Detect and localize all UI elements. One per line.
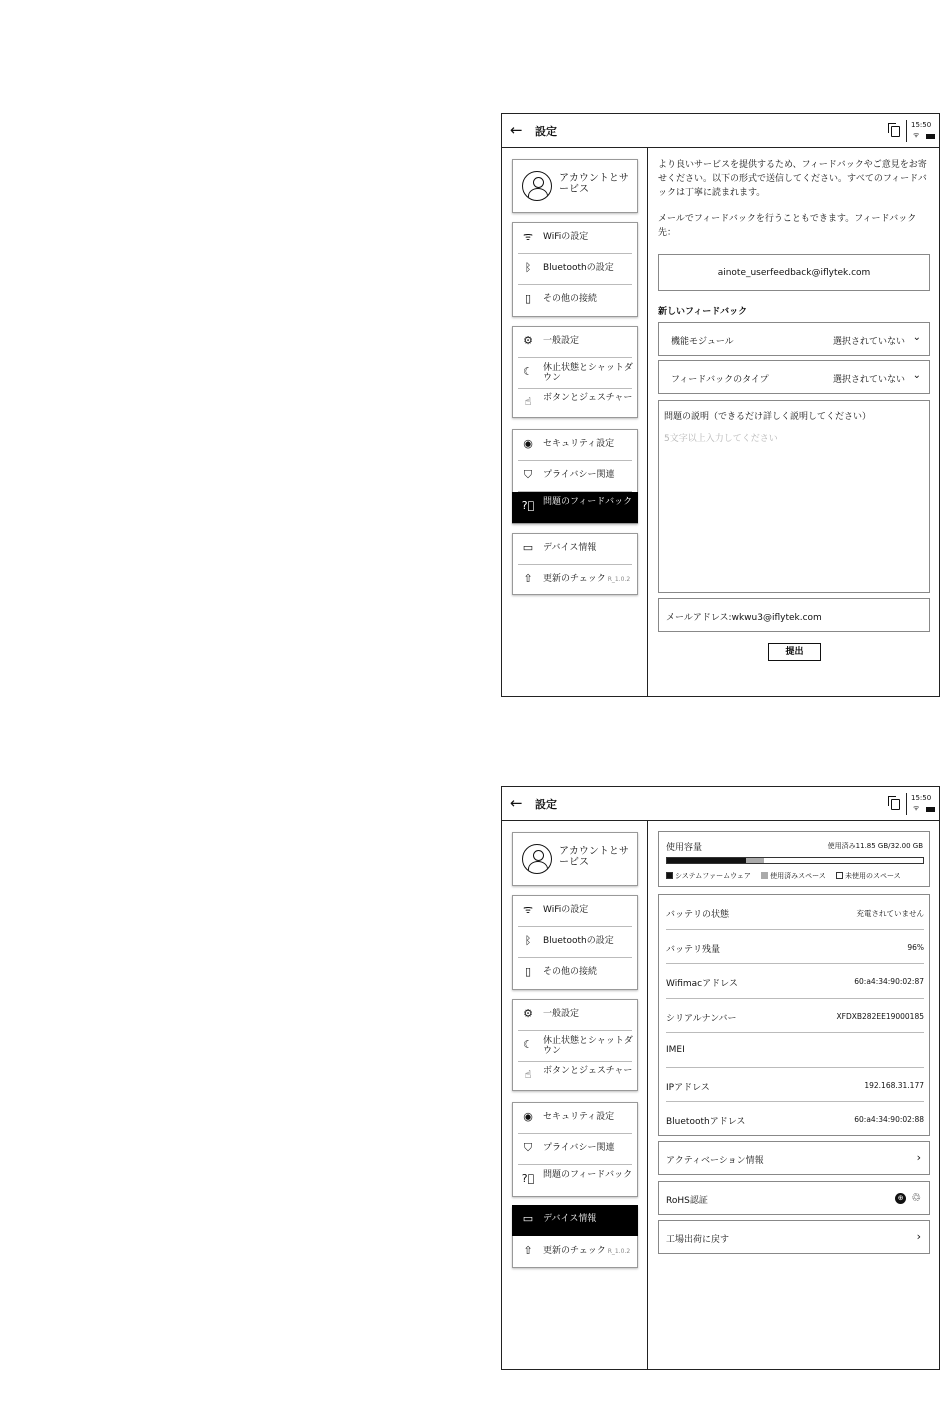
phone-icon: ▯ [524, 965, 532, 978]
sidebar-item-sleep[interactable] [518, 1031, 632, 1062]
storage-title: 使用容量 [666, 843, 703, 853]
feedback-type-select[interactable] [658, 360, 930, 394]
feedback-type-value: 選択されていない [832, 375, 905, 385]
gear-icon: ⚙ [523, 1007, 533, 1020]
fingerprint-icon: ◉ [523, 1110, 533, 1123]
version-label: R_1.0.2 [607, 1248, 631, 1255]
storage-bar-used [746, 858, 764, 863]
sidebar-item-privacy[interactable] [518, 1134, 632, 1165]
hand-icon: ☝ [524, 395, 532, 408]
sidebar-item-sleep[interactable] [518, 358, 632, 389]
description-textarea[interactable] [658, 400, 930, 593]
gear-icon: ⚙ [523, 334, 533, 347]
feedback-type-label: フィードバックのタイプ [671, 375, 769, 385]
legend-free: 未使用のスペース [836, 872, 901, 880]
rohs-logo-icon: ⊕ ♲ [895, 1191, 921, 1204]
back-arrow-icon[interactable]: ← [510, 121, 523, 139]
sidebar-item-label: ボタンとジェスチャー [543, 1066, 633, 1076]
sidebar-group-network [512, 895, 638, 990]
info-row-ip: IPアドレス 192.168.31.177 [666, 1068, 924, 1103]
sidebar-item-label: 問題のフィードバック [543, 1170, 633, 1180]
sidebar-item-label: Bluetoothの設定 [543, 936, 614, 946]
sidebar-item-label: 更新のチェック R_1.0.2 [543, 1246, 631, 1256]
sidebar-group-general [512, 999, 638, 1091]
info-row-battery-status: バッテリの状態 充電されていません [666, 895, 924, 930]
device-info-settings-screen [501, 786, 940, 1370]
back-arrow-icon[interactable]: ← [510, 794, 523, 812]
moon-icon: ☾ [523, 1038, 533, 1051]
sidebar-item-bluetooth[interactable] [518, 254, 632, 285]
feedback-settings-screen [501, 113, 940, 697]
device-info-list [658, 894, 930, 1136]
wifi-status-icon: ᯤ [913, 131, 920, 139]
sidebar-item-device-info[interactable] [518, 534, 632, 565]
sidebar-item-label: その他の接続 [543, 294, 598, 304]
avatar-icon [522, 171, 552, 201]
bluetooth-icon: ᛒ [524, 934, 532, 947]
legend-used: 使用済みスペース [761, 872, 826, 880]
status-clock: 15:50 [911, 121, 932, 129]
sidebar-item-security[interactable] [518, 430, 632, 461]
battery-icon [926, 134, 935, 139]
module-select-value: 選択されていない [832, 337, 905, 347]
storage-legend [666, 871, 909, 881]
device-info-panel [648, 821, 940, 1370]
sidebar-item-privacy[interactable] [518, 461, 632, 492]
sidebar-group-device [512, 1206, 638, 1268]
sidebar-item-account[interactable] [512, 159, 638, 213]
sidebar-group-security [512, 429, 638, 524]
top-bar [502, 114, 939, 148]
sidebar-item-update[interactable] [518, 565, 632, 596]
sidebar-item-wifi[interactable] [518, 223, 632, 254]
question-icon: ?⃝ [521, 1172, 535, 1185]
feedback-panel [648, 148, 940, 697]
sidebar-item-feedback[interactable] [518, 1165, 632, 1196]
bluetooth-icon: ᛒ [524, 261, 532, 274]
storage-bar-system [667, 858, 746, 863]
sidebar-group-network [512, 222, 638, 317]
sidebar-item-wifi[interactable] [518, 896, 632, 927]
sidebar-item-label: ボタンとジェスチャー [543, 393, 633, 403]
sidebar-item-label: 休止状態とシャットダウン [543, 363, 633, 383]
screenshot-icon[interactable] [891, 799, 900, 810]
mail-intro-text: メールでフィードバックを行うこともできます。フィードバック先： [658, 214, 917, 238]
chevron-down-icon: ⌄ [912, 370, 921, 381]
storage-bar [666, 857, 924, 864]
shield-icon: ⛉ [523, 468, 533, 481]
sidebar-item-account[interactable] [512, 832, 638, 886]
wifi-icon: ᯤ [522, 230, 534, 243]
sidebar-item-label: アカウントとサービス [559, 173, 629, 195]
status-clock: 15:50 [911, 794, 932, 802]
submit-button[interactable]: 提出 [768, 643, 821, 661]
top-bar [502, 787, 939, 821]
sidebar-item-label: Bluetoothの設定 [543, 263, 614, 273]
fingerprint-icon: ◉ [523, 437, 533, 450]
chevron-right-icon: › [916, 1230, 921, 1243]
sidebar-item-other-connection[interactable] [518, 285, 632, 316]
storage-card [658, 831, 930, 887]
info-row-battery-level: バッテリ残量 96% [666, 930, 924, 965]
tablet-icon: ▭ [522, 541, 534, 554]
sidebar-item-label: 問題のフィードバック [543, 497, 633, 507]
sidebar-item-bluetooth[interactable] [518, 927, 632, 958]
battery-icon [926, 807, 935, 812]
shield-icon: ⛉ [523, 1141, 533, 1154]
sidebar-item-security[interactable] [518, 1103, 632, 1134]
question-icon: ?⃝ [521, 499, 535, 512]
legend-system: システムファームウェア [666, 872, 751, 880]
sidebar-item-label: その他の接続 [543, 967, 598, 977]
sidebar-item-device-info[interactable] [512, 1205, 638, 1236]
info-row-bluetooth: Bluetoothアドレス 60:a4:34:90:02:88 [666, 1115, 924, 1127]
feedback-intro-text: より良いサービスを提供するため、フィードバックやご意見をお寄せください。以下の形式で送信してください。すべてのフィードバックは丁寧に読まれます。 [658, 160, 927, 198]
sidebar-item-update[interactable] [518, 1237, 632, 1268]
sidebar-item-label: デバイス情報 [543, 1214, 597, 1224]
wifi-status-icon: ᯤ [913, 804, 920, 812]
wifi-icon: ᯤ [522, 903, 534, 916]
sidebar-item-label: プライバシー関連 [543, 470, 615, 480]
sidebar-item-label: 休止状態とシャットダウン [543, 1036, 633, 1056]
sidebar-group-general [512, 326, 638, 418]
sidebar-item-label: 一般設定 [543, 1009, 580, 1019]
screenshot-icon[interactable] [891, 126, 900, 137]
sidebar-item-label: 更新のチェック R_1.0.2 [543, 574, 631, 584]
info-row-imei: IMEI [666, 1033, 924, 1068]
storage-used-text: 使用済み11.85 GB/32.00 GB [827, 842, 923, 850]
module-select[interactable] [658, 322, 930, 356]
sidebar-item-gesture[interactable] [518, 388, 632, 419]
description-label: 問題の説明（できるだけ詳しく説明してください） [664, 412, 872, 422]
sidebar-item-label: セキュリティ設定 [543, 439, 615, 449]
sidebar-item-general[interactable] [518, 1000, 632, 1031]
module-select-label: 機能モジュール [671, 337, 734, 347]
factory-reset-row[interactable]: 工場出荷に戻す › [658, 1220, 930, 1254]
sidebar-item-label: アカウントとサービス [559, 846, 629, 868]
sidebar-item-label: デバイス情報 [543, 543, 597, 553]
email-field[interactable] [658, 598, 930, 632]
sidebar-item-label: セキュリティ設定 [543, 1112, 615, 1122]
info-row-wifi-mac: Wifimacアドレス 60:a4:34:90:02:87 [666, 964, 924, 999]
chevron-down-icon: ⌄ [912, 332, 921, 343]
phone-icon: ▯ [524, 292, 532, 305]
sidebar-item-other-connection[interactable] [518, 958, 632, 989]
moon-icon: ☾ [523, 365, 533, 378]
chevron-right-icon: › [916, 1151, 921, 1164]
sidebar-item-general[interactable] [518, 327, 632, 358]
sidebar-item-label: プライバシー関連 [543, 1143, 615, 1153]
sidebar-item-feedback[interactable] [512, 492, 638, 523]
activation-info-row[interactable]: アクティベーション情報 › [658, 1141, 930, 1175]
settings-sidebar [502, 821, 648, 1370]
sidebar-item-label: WiFiの設定 [543, 232, 589, 242]
hand-icon: ☝ [524, 1068, 532, 1081]
upload-icon: ⇧ [523, 572, 533, 585]
info-row-serial: シリアルナンバー XFDXB282EE19000185 [666, 999, 924, 1034]
upload-icon: ⇧ [523, 1244, 533, 1257]
description-placeholder: 5文字以上入力してください [664, 434, 778, 444]
version-label: R_1.0.2 [607, 576, 631, 583]
avatar-icon [522, 844, 552, 874]
settings-sidebar [502, 148, 648, 697]
new-feedback-heading: 新しいフィードバック [658, 307, 748, 317]
sidebar-item-gesture[interactable] [518, 1061, 632, 1092]
sidebar-group-device [512, 533, 638, 595]
tablet-icon: ▭ [522, 1212, 534, 1225]
email-field-text: メールアドレス:wkwu3@iflytek.com [666, 613, 822, 623]
divider [906, 120, 907, 142]
page-title: 設定 [535, 125, 557, 138]
feedback-email-address[interactable]: ainote_userfeedback@iflytek.com [658, 254, 930, 291]
sidebar-item-label: WiFiの設定 [543, 905, 589, 915]
rohs-row[interactable]: RoHS認証 ⊕ ♲ [658, 1181, 930, 1215]
page-title: 設定 [535, 798, 557, 811]
divider [906, 793, 907, 815]
sidebar-item-label: 一般設定 [543, 336, 580, 346]
sidebar-group-security [512, 1102, 638, 1197]
